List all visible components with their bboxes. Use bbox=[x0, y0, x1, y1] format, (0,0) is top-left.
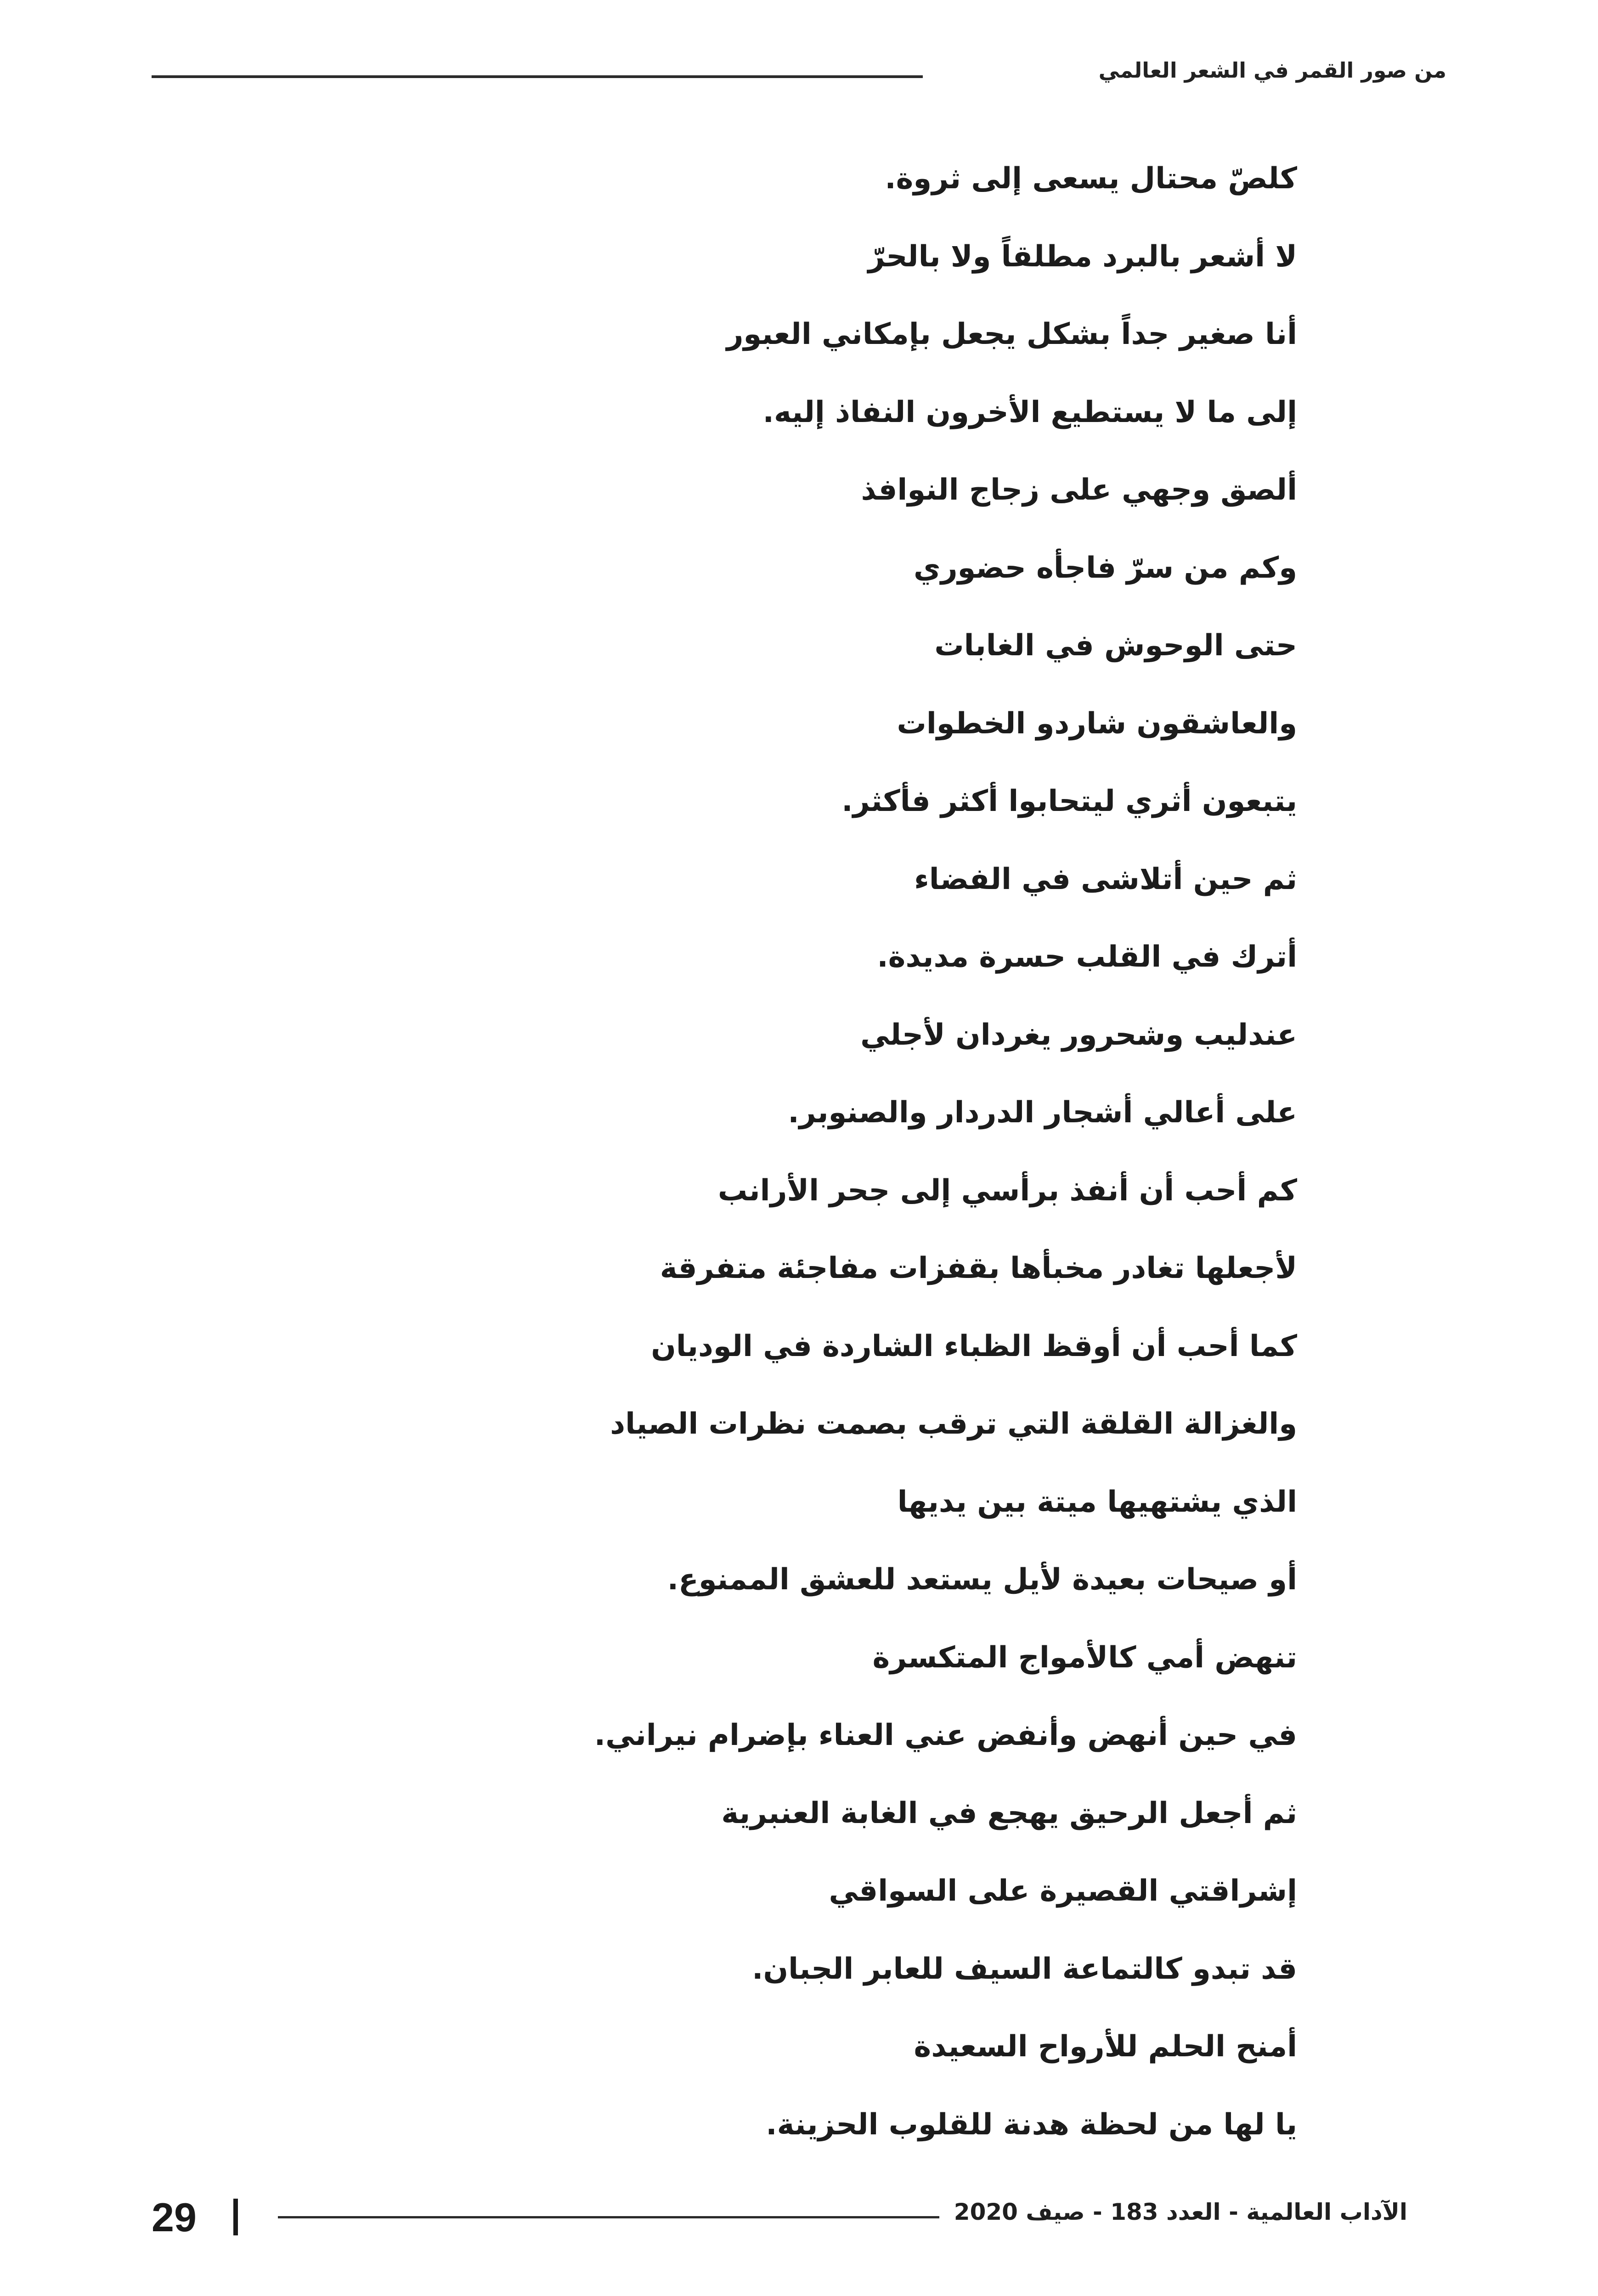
verse-line: في حين أنهض وأنفض عني العناء بإضرام نيراني. bbox=[594, 1718, 1297, 1752]
verse-line: عندليب وشحرور يغردان لأجلي bbox=[860, 1018, 1297, 1052]
verse-line: والعاشقون شاردو الخطوات bbox=[897, 706, 1297, 741]
poem-body bbox=[195, 140, 1297, 2164]
verse-line: إلى ما لا يستطيع الأخرون النفاذ إليه. bbox=[762, 395, 1297, 429]
page-number: 29 bbox=[152, 2195, 197, 2240]
verse-line: والغزالة القلقة التي ترقب بصمت نظرات الصياد bbox=[610, 1407, 1297, 1441]
verse-line: إشراقتي القصيرة على السواقي bbox=[829, 1874, 1297, 1908]
verse-line: ألصق وجهي على زجاج النوافذ bbox=[861, 473, 1297, 507]
verse-line: لا أشعر بالبرد مطلقاً ولا بالحرّ bbox=[868, 239, 1297, 274]
running-header bbox=[152, 54, 1446, 105]
verse-line: لأجعلها تغادر مخبأها بقفزات مفاجئة متفرقة bbox=[660, 1251, 1297, 1285]
footer-rule bbox=[278, 2216, 939, 2218]
page-number-separator bbox=[233, 2199, 238, 2235]
verse-line: قد تبدو كالتماعة السيف للعابر الجبان. bbox=[752, 1952, 1297, 1986]
verse-line: كم أحب أن أنفذ برأسي إلى جحر الأرانب bbox=[717, 1173, 1297, 1208]
verse-line: أنا صغير جداً بشكل يجعل بإمكاني العبور bbox=[726, 317, 1297, 351]
verse-line: وكم من سرّ فاجأه حضوري bbox=[914, 551, 1297, 585]
verse-line: أترك في القلب حسرة مديدة. bbox=[877, 940, 1297, 974]
verse-line: على أعالي أشجار الدردار والصنوبر. bbox=[788, 1096, 1297, 1130]
verse-line: يا لها من لحظة هدنة للقلوب الحزينة. bbox=[766, 2107, 1297, 2142]
verse-line: أمنح الحلم للأرواح السعيدة bbox=[914, 2030, 1297, 2064]
publication-info: الآداب العالمية - العدد 183 - صيف 2020 bbox=[954, 2199, 1407, 2225]
verse-line: الذي يشتهيها ميتة بين يديها bbox=[897, 1485, 1297, 1519]
verse-line: تنهض أمي كالأمواج المتكسرة bbox=[872, 1640, 1297, 1675]
verse-line: حتى الوحوش في الغابات bbox=[934, 629, 1297, 663]
verse-line: كما أحب أن أوقظ الظباء الشاردة في الوديان bbox=[651, 1329, 1297, 1363]
verse-line: أو صيحات بعيدة لأيل يستعد للعشق الممنوع. bbox=[667, 1563, 1297, 1597]
verse-line: ثم أجعل الرحيق يهجع في الغابة العنبرية bbox=[721, 1796, 1297, 1830]
verse-line: كلصّ محتال يسعى إلى ثروة. bbox=[885, 162, 1297, 196]
section-title: من صور القمر في الشعر العالمي bbox=[1098, 58, 1446, 83]
header-rule bbox=[152, 75, 923, 78]
page-footer bbox=[0, 2180, 1598, 2296]
verse-line: يتبعون أثري ليتحابوا أكثر فأكثر. bbox=[841, 784, 1297, 818]
verse-line: ثم حين أتلاشى في الفضاء bbox=[914, 862, 1297, 896]
